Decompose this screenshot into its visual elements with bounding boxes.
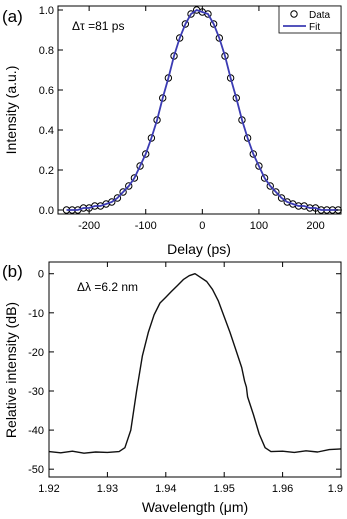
panel-b-x-tick-label: 1.92 — [38, 483, 60, 495]
legend — [279, 6, 341, 33]
panel-a-x-axis-label: Delay (ps) — [167, 241, 231, 257]
panel-b-x-tick-label: 1.94 — [155, 483, 177, 495]
fit-curve — [67, 10, 339, 210]
panel-a-x-tick-label: 100 — [249, 220, 269, 232]
panel-a-y-tick-label: 0.0 — [38, 205, 54, 217]
panel-a-data-layer — [63, 7, 341, 213]
panel-b-x-tick-label: 1.96 — [271, 483, 294, 495]
panel-b-y-axis-label: Relative intensity (dB) — [3, 301, 19, 439]
legend-fit-label: Fit — [309, 22, 321, 33]
panel-b-axes — [28, 262, 343, 495]
panel-b-y-tick-label: -50 — [28, 464, 44, 477]
spectrum-trace — [49, 274, 341, 454]
panel-a-chart — [2, 5, 341, 257]
panel-b-y-tick-label: 0 — [37, 268, 44, 281]
panel-a-x-tick-label: -200 — [78, 220, 101, 232]
panel-a-y-tick-label: 0.2 — [38, 165, 54, 177]
panel-b-label: (b) — [2, 262, 23, 281]
panel-b-y-tick-label: -30 — [28, 386, 44, 398]
panel-a-axes — [39, 5, 341, 232]
panel-a-y-tick-label: 0.6 — [38, 85, 54, 97]
panel-a-y-tick-label: 0.8 — [38, 45, 54, 57]
legend-data-label: Data — [309, 10, 331, 21]
panel-a-y-tick-label: 1.0 — [38, 5, 54, 17]
panel-a-plot-frame — [58, 6, 341, 214]
panel-b-y-tick-label: -40 — [28, 425, 44, 438]
panel-a-x-tick-label: 0 — [199, 220, 206, 232]
panel-a-y-axis-label: Intensity (a.u.) — [3, 65, 19, 155]
panel-b-plot-frame — [49, 262, 341, 477]
panel-b-data-layer — [49, 274, 341, 454]
panel-a-label: (a) — [2, 7, 23, 26]
panel-b-y-tick-label: -20 — [28, 346, 44, 359]
panel-b-y-tick-label: -10 — [28, 307, 44, 320]
panel-b-x-tick-label: 1.93 — [96, 483, 119, 495]
panel-b-annotation: Δλ =6.2 nm — [77, 280, 139, 294]
panel-a-y-tick-label: 0.4 — [38, 125, 54, 137]
panel-b-chart — [2, 262, 343, 515]
panel-a-annotation: Δτ =81 ps — [72, 19, 125, 33]
panel-b-x-tick-label: 1.95 — [213, 483, 235, 495]
panel-a-x-tick-label: -100 — [134, 220, 157, 232]
panel-b-x-axis-label: Wavelength (μm) — [141, 499, 249, 515]
panel-a-x-tick-label: 200 — [306, 220, 325, 232]
panel-b-x-tick-label: 1.9 — [327, 483, 343, 495]
